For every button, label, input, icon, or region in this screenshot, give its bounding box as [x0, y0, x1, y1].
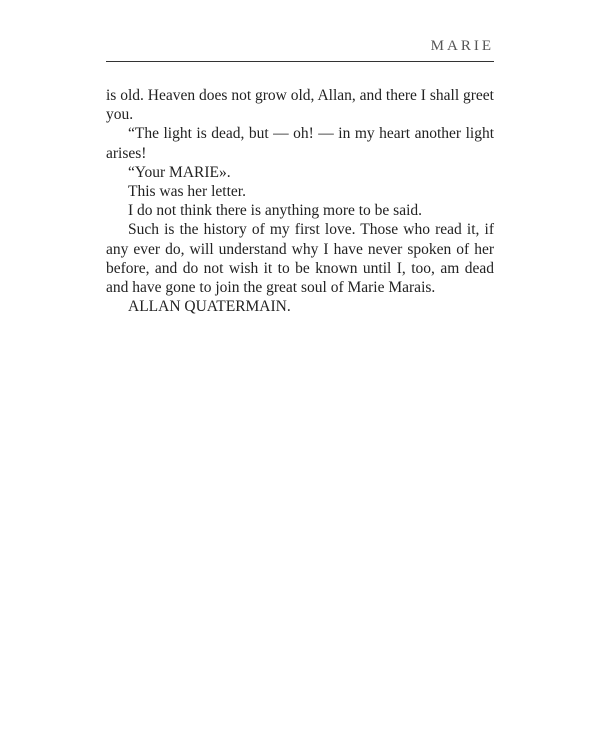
paragraph-continuation: is old. Heaven does not grow old, Allan, and there I shall greet you. — [106, 87, 494, 124]
paragraph-signature-marie: “Your MARIE». — [128, 163, 231, 181]
running-head-title: MARIE — [430, 38, 494, 54]
body-text — [106, 86, 494, 316]
paragraph-nothing-more: I do not think there is anything more to be said. — [128, 202, 423, 220]
header-rule — [106, 61, 494, 62]
paragraph-signature-allan: ALLAN QUATERMAIN. — [128, 298, 291, 316]
paragraph-history-first-love: Such is the history of my first love. Those who read it, if any ever do, will understand why I have never spoken of her before, and do not wish it to be known until I, too, am dead and have gone to join the great soul of Marie Marais. — [106, 221, 494, 297]
paragraph-light-is-dead: “The light is dead, but — oh! — in my heart another light arises! — [106, 125, 494, 162]
paragraph-her-letter: This was her letter. — [128, 183, 246, 201]
